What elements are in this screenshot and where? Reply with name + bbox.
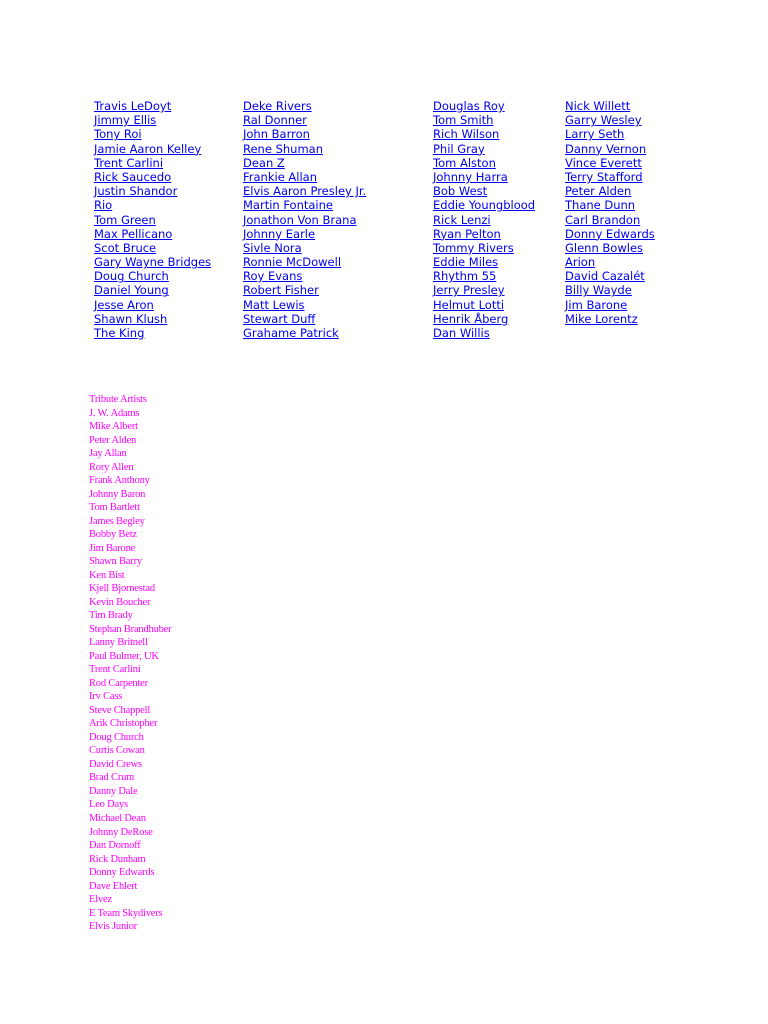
artist-link[interactable]: Robert Fisher xyxy=(243,283,319,298)
artist-link[interactable]: Gary Wayne Bridges xyxy=(94,255,212,270)
artist-link[interactable]: Larry Seth xyxy=(565,127,625,142)
artist-link[interactable]: Johnny Earle xyxy=(243,226,316,241)
tribute-list-item: Mike Albert xyxy=(89,421,138,433)
artist-link[interactable]: Rick Lenzi xyxy=(433,212,491,227)
tribute-list-item: Rick Dunham xyxy=(89,853,146,865)
artist-link[interactable]: Ral Donner xyxy=(243,113,307,128)
tribute-list-heading: Tribute Artists xyxy=(89,394,147,405)
tribute-list-item: Rod Carpenter xyxy=(89,677,148,689)
artist-link[interactable]: David Cazalét xyxy=(565,269,645,284)
tribute-list-item: Shawn Barry xyxy=(89,556,142,568)
artist-link[interactable]: Peter Alden xyxy=(565,184,632,199)
artist-link[interactable]: Tony Roi xyxy=(94,127,142,142)
artist-link[interactable]: Vince Everett xyxy=(565,155,642,170)
tribute-list-item: Johnny DeRose xyxy=(89,826,153,838)
tribute-artists-list xyxy=(89,393,171,934)
artist-link[interactable]: Roy Evans xyxy=(243,269,303,284)
tribute-list-item: Bobby Betz xyxy=(89,529,137,541)
artist-link[interactable]: Daniel Young xyxy=(94,283,169,298)
artist-link[interactable]: Carl Brandon xyxy=(565,212,641,227)
artist-link[interactable]: Tom Smith xyxy=(433,113,494,128)
artist-link[interactable]: Stewart Duff xyxy=(243,311,316,326)
artist-link[interactable]: Bob West xyxy=(433,184,488,199)
tribute-list-item: Lanny Britnell xyxy=(89,637,148,649)
tribute-list-item: Ken Bist xyxy=(89,569,125,581)
artist-link[interactable]: Tommy Rivers xyxy=(433,240,514,255)
tribute-list-item: Steve Chappell xyxy=(89,704,151,716)
tribute-list-item: Stephan Brandhuber xyxy=(89,623,172,635)
artist-link[interactable]: Martin Fontaine xyxy=(243,198,333,213)
artist-link[interactable]: Tom Alston xyxy=(433,155,496,170)
artist-link[interactable]: Dean Z xyxy=(243,155,285,170)
artist-link[interactable]: Nick Willett xyxy=(565,99,631,113)
artist-link[interactable]: Ryan Pelton xyxy=(433,226,501,241)
links-column-2 xyxy=(243,99,366,340)
tribute-list-item: Jay Allan xyxy=(89,448,127,460)
tribute-list-item: Elvez xyxy=(89,894,112,906)
links-column-3 xyxy=(433,99,535,340)
tribute-list-item: Johnny Baron xyxy=(89,488,146,500)
artist-link[interactable]: Donny Edwards xyxy=(565,226,655,241)
artist-link[interactable]: Jerry Presley xyxy=(433,283,505,298)
artist-link[interactable]: Johnny Harra xyxy=(433,169,508,184)
artist-link[interactable]: Phil Gray xyxy=(433,141,485,156)
tribute-list-item: Paul Bulmer, UK xyxy=(89,650,159,662)
tribute-list-item: Michael Dean xyxy=(89,812,146,824)
tribute-list-item: Tim Brady xyxy=(89,610,133,622)
artist-link[interactable]: Deke Rivers xyxy=(243,99,312,113)
artist-link[interactable]: Elvis Aaron Presley Jr. xyxy=(243,184,367,199)
artist-link[interactable]: Jimmy Ellis xyxy=(94,113,157,128)
artist-link[interactable]: Garry Wesley xyxy=(565,113,642,128)
tribute-list-item: Kjell Bjornestad xyxy=(89,583,155,595)
tribute-list-item: Doug Church xyxy=(89,731,144,743)
artist-link[interactable]: Jesse Aron xyxy=(94,297,154,312)
links-column-4 xyxy=(565,99,655,326)
artist-link[interactable]: Rio xyxy=(94,198,113,213)
tribute-list-item: Danny Dale xyxy=(89,785,138,797)
artist-link[interactable]: Tom Green xyxy=(94,212,156,227)
tribute-list-item: Arik Christopher xyxy=(89,718,158,730)
tribute-list-item: James Begley xyxy=(89,515,145,527)
artist-link[interactable]: Glenn Bowles xyxy=(565,240,644,255)
artist-link[interactable]: Max Pellicano xyxy=(94,226,173,241)
artist-link[interactable]: Jim Barone xyxy=(565,297,628,312)
artist-link[interactable]: Mike Lorentz xyxy=(565,311,638,326)
tribute-list-item: J. W. Adams xyxy=(89,407,140,419)
artist-link[interactable]: Doug Church xyxy=(94,269,169,284)
tribute-list-item: Jim Barone xyxy=(89,542,136,554)
artist-link[interactable]: Douglas Roy xyxy=(433,99,505,113)
tribute-list-item: Irv Cass xyxy=(89,691,123,703)
artist-link[interactable]: The King xyxy=(94,326,145,340)
artist-link[interactable]: Eddie Miles xyxy=(433,255,499,270)
artist-link[interactable]: Rich Wilson xyxy=(433,127,500,142)
artist-link[interactable]: Eddie Youngblood xyxy=(433,198,536,213)
artist-link[interactable]: Jamie Aaron Kelley xyxy=(94,141,202,156)
artist-link[interactable]: Terry Stafford xyxy=(565,169,643,184)
artist-link[interactable]: Justin Shandor xyxy=(94,184,178,199)
artist-link[interactable]: Helmut Lotti xyxy=(433,297,505,312)
tribute-list-item: Peter Alden xyxy=(89,434,137,446)
artist-link[interactable]: Sivle Nora xyxy=(243,240,302,255)
artist-link[interactable]: John Barron xyxy=(243,127,310,142)
tribute-list-item: Leo Days xyxy=(89,799,128,811)
artist-link[interactable]: Jonathon Von Brana xyxy=(243,212,357,227)
artist-link[interactable]: Rhythm 55 xyxy=(433,269,497,284)
artist-link[interactable]: Rick Saucedo xyxy=(94,169,172,184)
tribute-list-item: Donny Edwards xyxy=(89,867,155,879)
tribute-list-item: Frank Anthony xyxy=(89,475,150,487)
artist-link[interactable]: Shawn Klush xyxy=(94,311,168,326)
artist-link[interactable]: Henrik Åberg xyxy=(433,311,509,326)
tribute-list-item: Tom Bartlett xyxy=(89,502,140,514)
artist-link[interactable]: Dan Willis xyxy=(433,326,490,340)
links-column-1 xyxy=(94,99,211,340)
artist-link[interactable]: Frankie Allan xyxy=(243,169,318,184)
tribute-list-item: Dave Ehlert xyxy=(89,880,138,892)
artist-link[interactable]: Danny Vernon xyxy=(565,141,647,156)
artist-link[interactable]: Billy Wayde xyxy=(565,283,632,298)
tribute-list-item: Rory Allen xyxy=(89,461,134,473)
artist-link[interactable]: Arion xyxy=(565,255,596,270)
tribute-list-item: Kevin Boucher xyxy=(89,596,151,608)
artist-link[interactable]: Trent Carlini xyxy=(94,155,164,170)
links-table xyxy=(94,99,694,344)
artist-link[interactable]: Thane Dunn xyxy=(565,198,636,213)
tribute-list-item: Brad Crum xyxy=(89,772,135,784)
artist-link[interactable]: Rene Shuman xyxy=(243,141,323,156)
tribute-list-item: Dan Dornoff xyxy=(89,840,141,852)
artist-link[interactable]: Grahame Patrick xyxy=(243,326,339,340)
tribute-list-item: David Crews xyxy=(89,758,142,770)
tribute-list-item: Curtis Cowan xyxy=(89,745,145,757)
artist-link[interactable]: Matt Lewis xyxy=(243,297,305,312)
tribute-list-item: E Team Skydivers xyxy=(89,907,163,919)
artist-link[interactable]: Scot Bruce xyxy=(94,240,157,255)
tribute-list-item: Trent Carlini xyxy=(89,664,141,676)
tribute-list-item: Elvis Junior xyxy=(89,921,138,933)
artist-link[interactable]: Travis LeDoyt xyxy=(94,99,172,113)
artist-link[interactable]: Ronnie McDowell xyxy=(243,255,342,270)
